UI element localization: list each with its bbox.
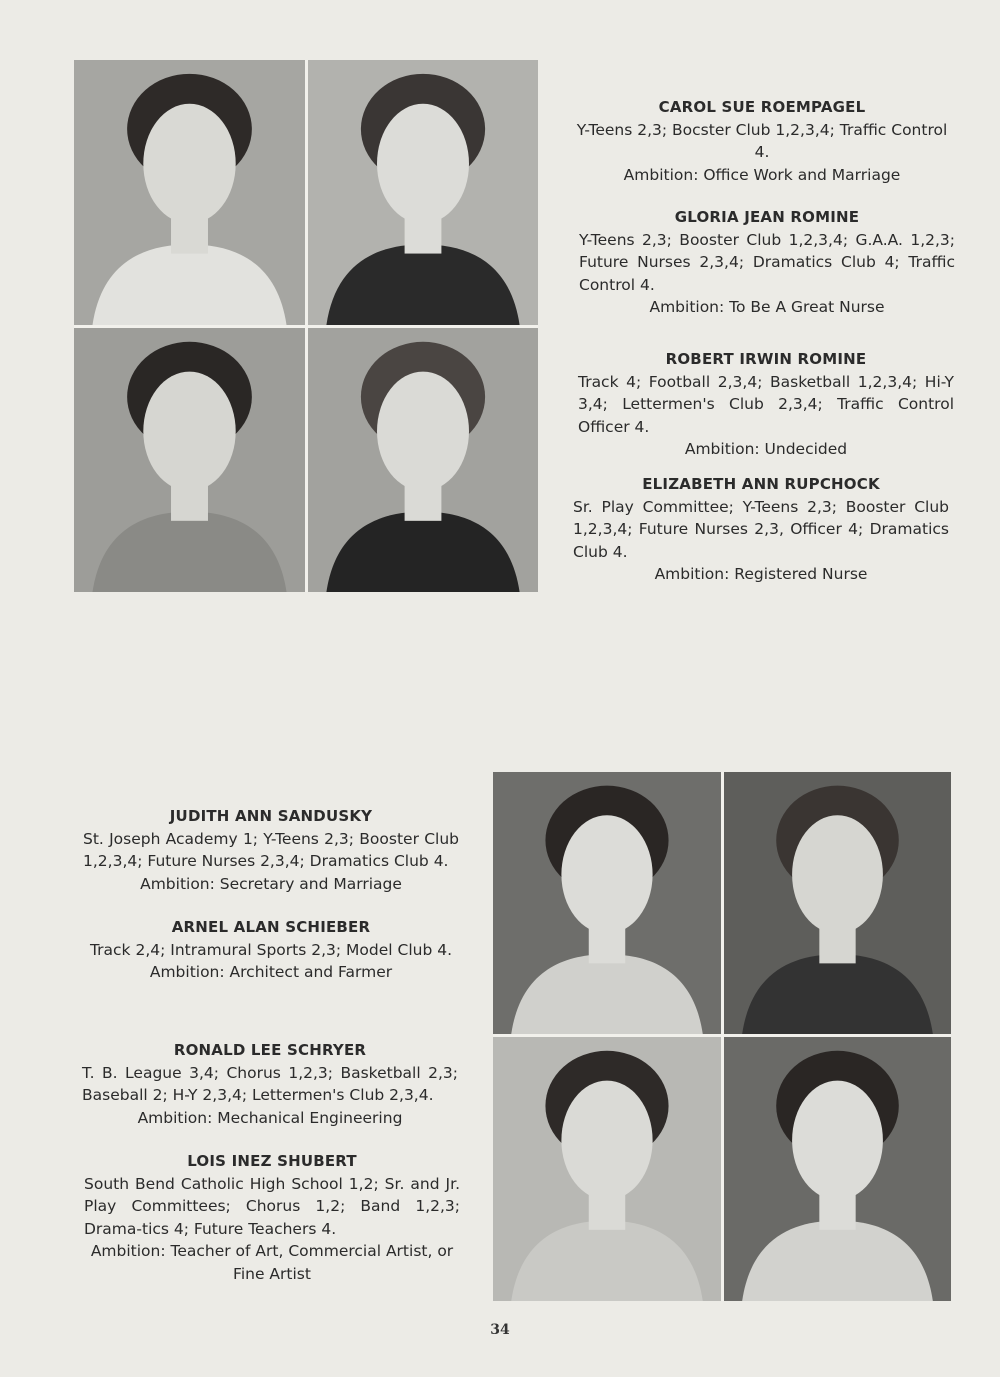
entry-shubert (84, 1150, 460, 1285)
entry-roempagel (570, 96, 954, 186)
student-name: LOIS INEZ SHUBERT (187, 1152, 357, 1170)
student-ambition: Ambition: Registered Nurse (654, 565, 868, 583)
entry-sandusky (83, 805, 459, 895)
page-number: 34 (490, 1322, 510, 1338)
student-ambition: Ambition: Undecided (684, 440, 848, 458)
entry-schryer (82, 1039, 458, 1129)
student-ambition: Ambition: Mechanical Engineering (137, 1108, 403, 1127)
entry-rupchock (573, 473, 949, 586)
student-activities: St. Joseph Academy 1; Y-Teens 2,3; Booster Club 1,2,3,4; Future Nurses 2,3,4; Dramatics Club 4. (83, 829, 459, 870)
student-activities: Track 2,4; Intramural Sports 2,3; Model Club 4. (89, 940, 453, 959)
student-activities: Sr. Play Committee; Y-Teens 2,3; Booster Club 1,2,3,4; Future Nurses 2,3, Officer 4; Dramatics Club 4. (573, 497, 949, 561)
photo-face (377, 372, 469, 491)
photo-face (143, 372, 235, 491)
photo-face (377, 104, 469, 224)
portrait-image (308, 60, 538, 325)
student-name: GLORIA JEAN ROMINE (674, 208, 860, 226)
student-name: RONALD LEE SCHRYER (173, 1041, 367, 1059)
photo-face (561, 815, 652, 933)
entry-romine-robert (578, 348, 954, 461)
portrait-image (74, 60, 305, 325)
student-ambition: Ambition: Architect and Farmer (149, 963, 393, 981)
portrait-image (74, 328, 305, 592)
portrait-schieber (724, 772, 951, 1034)
student-ambition: Ambition: Teacher of Art, Commercial Artist, or Fine Artist (90, 1242, 454, 1283)
entry-romine-gloria (579, 206, 955, 319)
student-activities: Y-Teens 2,3; Booster Club 1,2,3,4; G.A.A. 1,2,3; Future Nurses 2,3,4; Dramatics Club 4; Traffic Control 4. (579, 230, 955, 294)
portrait-roempagel (74, 60, 305, 325)
student-name: ARNEL ALAN SCHIEBER (171, 918, 371, 936)
student-activities: T. B. League 3,4; Chorus 1,2,3; Basketball 2,3; Baseball 2; H-Y 2,3,4; Lettermen's Club 2,3,4. (82, 1063, 458, 1104)
portrait-shubert (724, 1037, 951, 1301)
student-name: ELIZABETH ANN RUPCHOCK (642, 475, 880, 493)
portrait-image (308, 328, 538, 592)
student-ambition: Ambition: To Be A Great Nurse (649, 298, 885, 316)
portrait-image (724, 1037, 951, 1301)
student-activities: Y-Teens 2,3; Bocster Club 1,2,3,4; Traffic Control 4. (576, 120, 948, 161)
portrait-romine-gloria (308, 60, 538, 325)
student-name: JUDITH ANN SANDUSKY (169, 807, 373, 825)
photo-face (143, 104, 235, 224)
photo-face (561, 1081, 652, 1200)
photo-face (792, 815, 883, 933)
student-ambition: Ambition: Office Work and Marriage (623, 165, 901, 184)
portrait-sandusky (493, 772, 721, 1034)
entry-schieber (83, 916, 459, 984)
portrait-image (493, 772, 721, 1034)
student-name: ROBERT IRWIN ROMINE (665, 350, 867, 368)
student-activities: Track 4; Football 2,3,4; Basketball 1,2,3,4; Hi-Y 3,4; Lettermen's Club 2,3,4; Traffic Control Officer 4. (578, 372, 954, 436)
portrait-romine-robert (74, 328, 305, 592)
portrait-schryer (493, 1037, 721, 1301)
portrait-image (493, 1037, 721, 1301)
portrait-rupchock (308, 328, 538, 592)
student-ambition: Ambition: Secretary and Marriage (140, 874, 402, 893)
top-photo-grid (74, 60, 538, 592)
photo-face (792, 1081, 883, 1200)
bottom-photo-grid (493, 772, 951, 1301)
portrait-image (724, 772, 951, 1034)
student-name: CAROL SUE ROEMPAGEL (658, 98, 866, 116)
student-activities: South Bend Catholic High School 1,2; Sr. and Jr. Play Committees; Chorus 1,2; Band 1,2,3; Drama-tics 4; Future Teachers 4. (84, 1174, 460, 1238)
